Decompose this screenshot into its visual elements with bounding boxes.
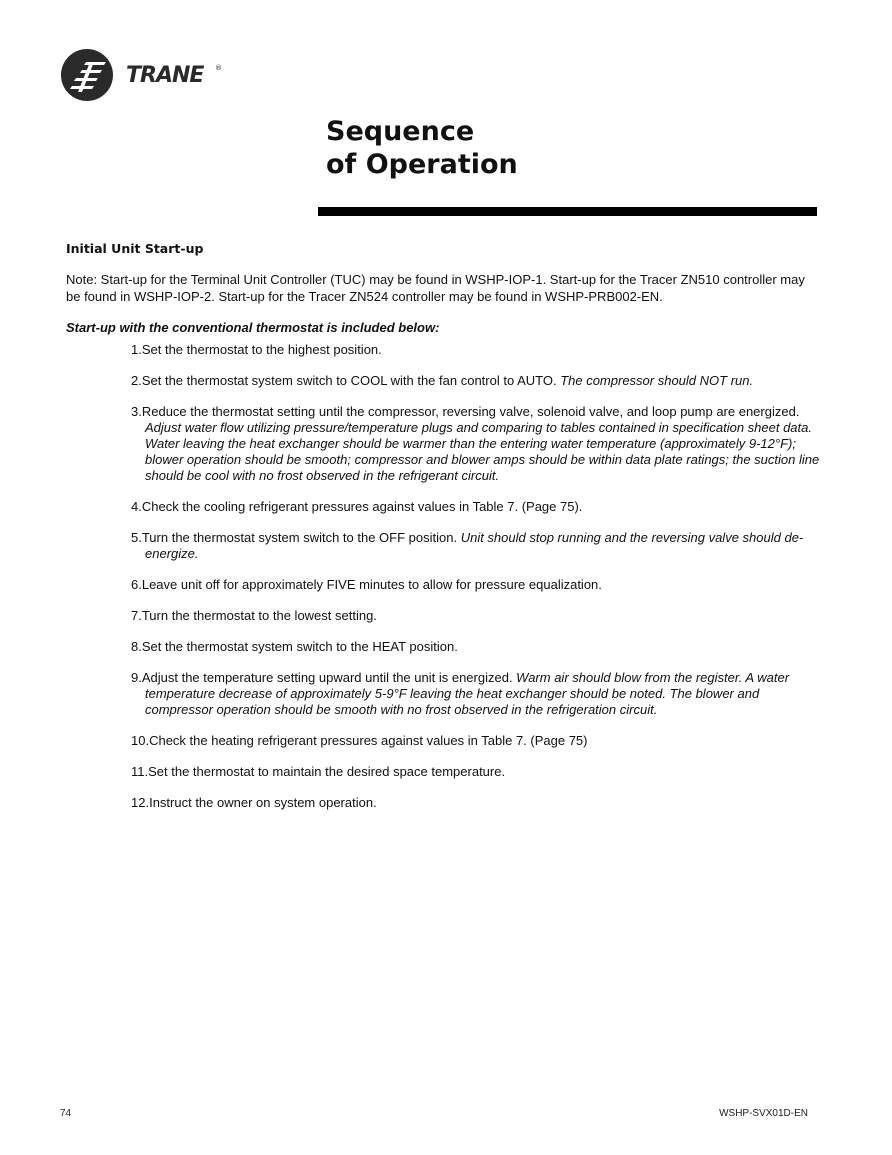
step-number: 2. <box>131 373 142 388</box>
step-text: Adjust the temperature setting upward until the unit is energized. <box>141 670 517 685</box>
step-text: Set the thermostat to maintain the desired space temperature. <box>148 764 506 779</box>
step-item <box>131 342 825 358</box>
step-item <box>131 639 825 655</box>
step-item <box>131 795 825 811</box>
step-item <box>131 499 825 515</box>
step-expected-result: Unit should stop running and the reversing valve should de-energize. <box>145 530 804 561</box>
page-number: 74 <box>60 1108 72 1119</box>
step-text: Reduce the thermostat setting until the compressor, reversing valve, solenoid valve, and loop pump are energized. <box>141 404 800 419</box>
section-title <box>326 115 518 181</box>
title-rule <box>318 207 817 216</box>
step-item <box>131 608 825 624</box>
step-text: Turn the thermostat system switch to the OFF position. <box>141 530 461 545</box>
step-number: 4. <box>131 499 142 514</box>
step-item <box>131 733 825 749</box>
document-code: WSHP-SVX01D-EN <box>719 1108 808 1119</box>
step-text: Check the cooling refrigerant pressures against values in Table 7. (Page 75). <box>141 499 583 514</box>
section-title-line-1: Sequence <box>326 116 475 147</box>
svg-text:®: ® <box>215 64 222 72</box>
step-number: 3. <box>131 404 142 419</box>
step-number: 9. <box>131 670 142 685</box>
step-text: Instruct the owner on system operation. <box>149 795 377 810</box>
page-content <box>66 240 820 826</box>
step-number: 8. <box>131 639 142 654</box>
step-text: Set the thermostat system switch to the HEAT position. <box>141 639 458 654</box>
step-item <box>131 530 825 562</box>
thermostat-subheading: Start-up with the conventional thermostat is included below: <box>66 320 440 335</box>
step-item <box>131 764 825 780</box>
step-number: 1. <box>131 342 142 357</box>
step-text: Set the thermostat system switch to COOL with the fan control to AUTO. <box>141 373 561 388</box>
step-item <box>131 404 825 484</box>
step-number: 5. <box>131 530 142 545</box>
step-item <box>131 670 825 718</box>
step-text: Set the thermostat to the highest position. <box>141 342 382 357</box>
step-text: Turn the thermostat to the lowest setting. <box>141 608 377 623</box>
step-number: 12. <box>131 795 150 810</box>
step-text: Check the heating refrigerant pressures against values in Table 7. (Page 75) <box>149 733 588 748</box>
step-number: 6. <box>131 577 142 592</box>
step-number: 11. <box>131 764 149 779</box>
step-expected-result: The compressor should NOT run. <box>560 373 754 388</box>
step-text: Leave unit off for approximately FIVE minutes to allow for pressure equalization. <box>141 577 602 592</box>
step-item <box>131 373 825 389</box>
step-item <box>131 577 825 593</box>
logo-wordmark: TRANE <box>126 63 204 88</box>
section-title-line-2: of Operation <box>326 149 518 180</box>
step-number: 7. <box>131 608 142 623</box>
step-number: 10. <box>131 733 150 748</box>
step-expected-result: Adjust water flow utilizing pressure/temperature plugs and comparing to tables contained in specification sheet data. Water leaving the heat exchanger should be warmer than the entering water temperature (approximately 9-12°F); blower operation should be smooth; compressor and blower amps should be within data plate ratings; the suction line should be cool with no frost observed in the refrigerant circuit. <box>145 420 820 483</box>
startup-steps-list <box>66 342 820 811</box>
startup-note: Note: Start-up for the Terminal Unit Controller (TUC) may be found in WSHP-IOP-1. Start-up for the Tracer ZN510 controller may be found in WSHP-IOP-2. Start-up for the Tracer ZN524 controller may be found in WSHP-PRB002-EN. <box>66 272 805 304</box>
step-expected-result: Warm air should blow from the register. A water temperature decrease of approximately 5-9°F leaving the heat exchanger should be noted. The blower and compressor operation should be smooth with no frost observed in the refrigeration circuit. <box>145 670 790 717</box>
section-heading: Initial Unit Start-up <box>66 241 204 256</box>
trane-logo <box>60 48 230 104</box>
